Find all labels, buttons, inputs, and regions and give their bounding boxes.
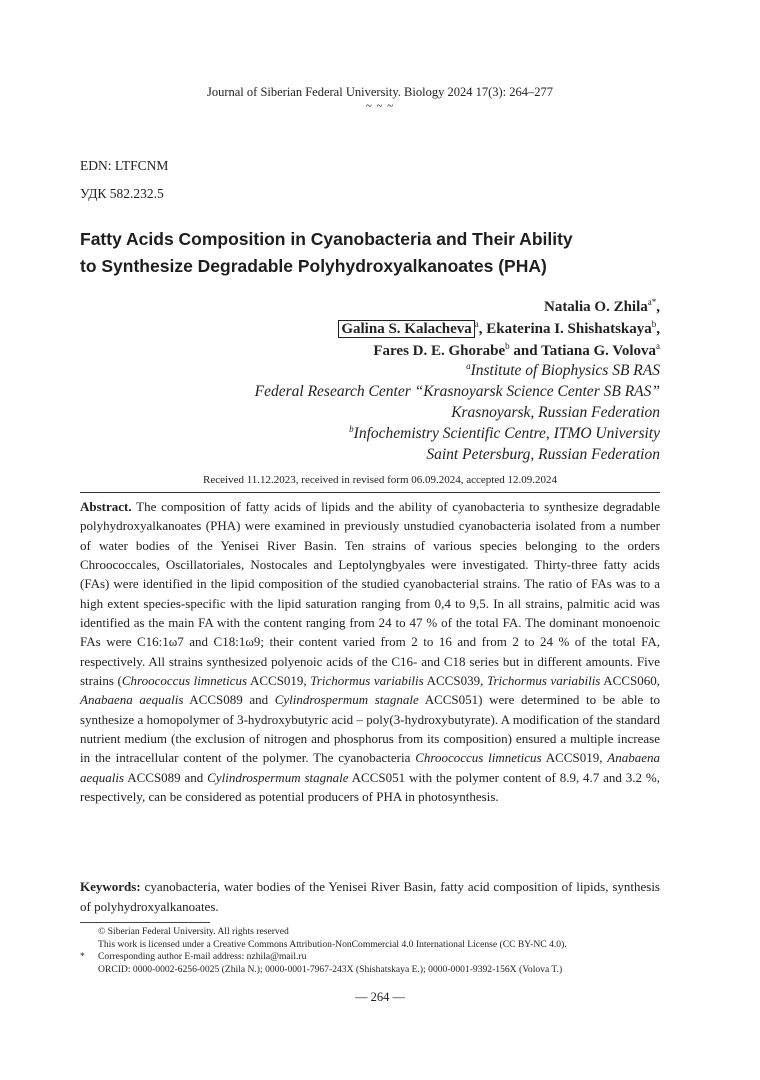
affiliation-line <box>255 423 660 444</box>
author-affil-mark: a* <box>647 297 657 307</box>
author-affil-mark: a <box>474 319 479 329</box>
asterisk-mark: * <box>80 951 85 963</box>
corresponding-email: Corresponding author E-mail address: nzhila@mail.ru <box>98 951 307 963</box>
species-name: Trichormus variabilis <box>310 673 424 689</box>
abstract <box>80 497 660 807</box>
page-number: — 264 — <box>355 990 405 1004</box>
species-name: Anabaena aequalis <box>80 692 184 708</box>
journal-header: Journal of Siberian Federal University. Biology 2024 17(3): 264–277 <box>206 85 553 99</box>
abstract-text: The composition of fatty acids of lipids and the ability of cyanobacteria to synthesize degradable polyhydroxyalkanoates (PHA) were examined in previously unstudied cyanobacteria isolated from a number of water bodies of the Yenisei River Basin. Ten strains of various species belonging to the orders Chroococcales, Oscillatoriales, Nostocales and Leptolyngbyales were investigated. Thirty-three fatty acids (FAs) were identified in the lipid composition of the studied cyanobacterial strains. The ratio of FAs was to a high extent species-specific with the lipid saturation ranging from 0,4 to 9,5. In all strains, palmitic acid was identified as the main FA with the content ranging from 24 to 47 % of the total FA. The dominant monoenoic FAs were C16:1ω7 and C18:1ω9; their content varied from 2 to 16 and from 2 to 24 % of the total FA, respectively. All strains synthesized polyenoic acids of the C16- and C18 series but in different amounts. Five strains ( <box>80 499 660 689</box>
author-name-highlighted: Galina S. Kalacheva <box>338 320 474 338</box>
orcid-note: ORCID: 0000-0002-6256-0025 (Zhila N.); 0000-0001-7967-243X (Shishatskaya E.); 0000-0001-9392-156X (Volova T.) <box>98 963 563 975</box>
edn-code: EDN: LTFCNM <box>80 158 169 173</box>
abstract-text: ACCS089 and <box>183 692 275 708</box>
affil-mark: b <box>349 423 354 434</box>
affiliation-line: Krasnoyarsk, Russian Federation <box>451 404 660 421</box>
species-name: Anabaena aequalis <box>80 750 660 785</box>
keywords <box>80 877 660 916</box>
author-separator: , <box>656 299 660 315</box>
footnotes <box>80 926 680 976</box>
keywords-text: cyanobacteria, water bodies of the Yenisei River Basin, fatty acid composition of lipids, synthesis of polyhydroxyalkanoates. <box>80 879 660 914</box>
copyright-note: © Siberian Federal University. All rights reserved <box>98 926 289 937</box>
corresponding-author-note <box>80 951 680 964</box>
author-affil-mark: a <box>656 341 660 351</box>
affiliation-line <box>255 360 660 381</box>
udk-code: УДК 582.232.5 <box>80 186 164 201</box>
abstract-text: ACCS051 with the polymer content of 8.9, 4.7 and 3.2 %, respectively, can be considered as potential producers of PHA in photosynthesis. <box>80 769 660 805</box>
species-name: Chroococcus limneticus <box>121 673 248 689</box>
author-line-1 <box>338 296 660 318</box>
title-line-1: Fatty Acids Composition in Cyanobacteria and Their Ability <box>80 229 573 249</box>
affiliation-line: Saint Petersburg, Russian Federation <box>426 446 660 463</box>
author-name: Ekaterina I. Shishatskaya <box>486 321 652 337</box>
species-name: Trichormus variabilis <box>486 673 601 689</box>
top-divider <box>80 492 660 493</box>
author-affil-mark: b <box>651 319 657 329</box>
abstract-label: Abstract. <box>80 499 132 514</box>
author-name: Tatiana G. Volova <box>541 343 656 359</box>
keywords-label: Keywords: <box>80 879 141 894</box>
species-name: Cylindrospermum stagnale <box>274 692 419 708</box>
abstract-text: ACCS060, <box>600 673 660 689</box>
species-name: Cylindrospermum stagnale <box>207 769 349 785</box>
received-dates: Received 11.12.2023, received in revised form 06.09.2024, accepted 12.09.2024 <box>203 474 557 486</box>
author-separator: , <box>478 321 487 337</box>
author-separator: , <box>656 321 660 337</box>
author-separator: and <box>509 343 542 359</box>
header-ornament: ~ ~ ~ <box>365 100 395 112</box>
abstract-text: ACCS019, <box>247 673 311 689</box>
species-name: Chroococcus limneticus <box>415 750 542 766</box>
title-line-2: to Synthesize Degradable Polyhydroxyalkanoates (PHA) <box>80 256 547 276</box>
abstract-text: ACCS039, <box>423 673 487 689</box>
paper-title <box>80 226 680 280</box>
author-name: Natalia O. Zhila <box>543 299 648 315</box>
author-line-2 <box>338 318 660 340</box>
abstract-text: ACCS089 and <box>124 769 208 785</box>
affil-text: Infochemistry Scientific Centre, ITMO University <box>353 425 660 442</box>
abstract-text: ACCS019, <box>541 750 608 766</box>
affil-text: Institute of Biophysics SB RAS <box>470 362 660 379</box>
author-affil-mark: b <box>505 341 510 351</box>
license-note: This work is licensed under a Creative Commons Attribution-NonCommercial 4.0 International License (CC BY-NC 4.0). <box>98 938 567 950</box>
affiliation-line: Federal Research Center “Krasnoyarsk Science Center SB RAS” <box>254 383 660 400</box>
footnote-divider <box>80 922 210 923</box>
affiliations <box>255 360 660 465</box>
affil-mark: a <box>466 360 471 371</box>
author-name: Fares D. E. Ghorabe <box>373 343 506 359</box>
author-list <box>338 296 660 362</box>
abstract-text: ACCS051) were determined to be able to synthesize a homopolymer of 3-hydroxybutyric acid – poly(3-hydroxybutyrate). A modification of the standard nutrient medium (the exclusion of nitrogen and phosphorus from its composition) ensured a multiple increase in the intracellular content of the polymer. The cyanobacteria <box>80 692 661 766</box>
author-line-3 <box>338 340 660 362</box>
